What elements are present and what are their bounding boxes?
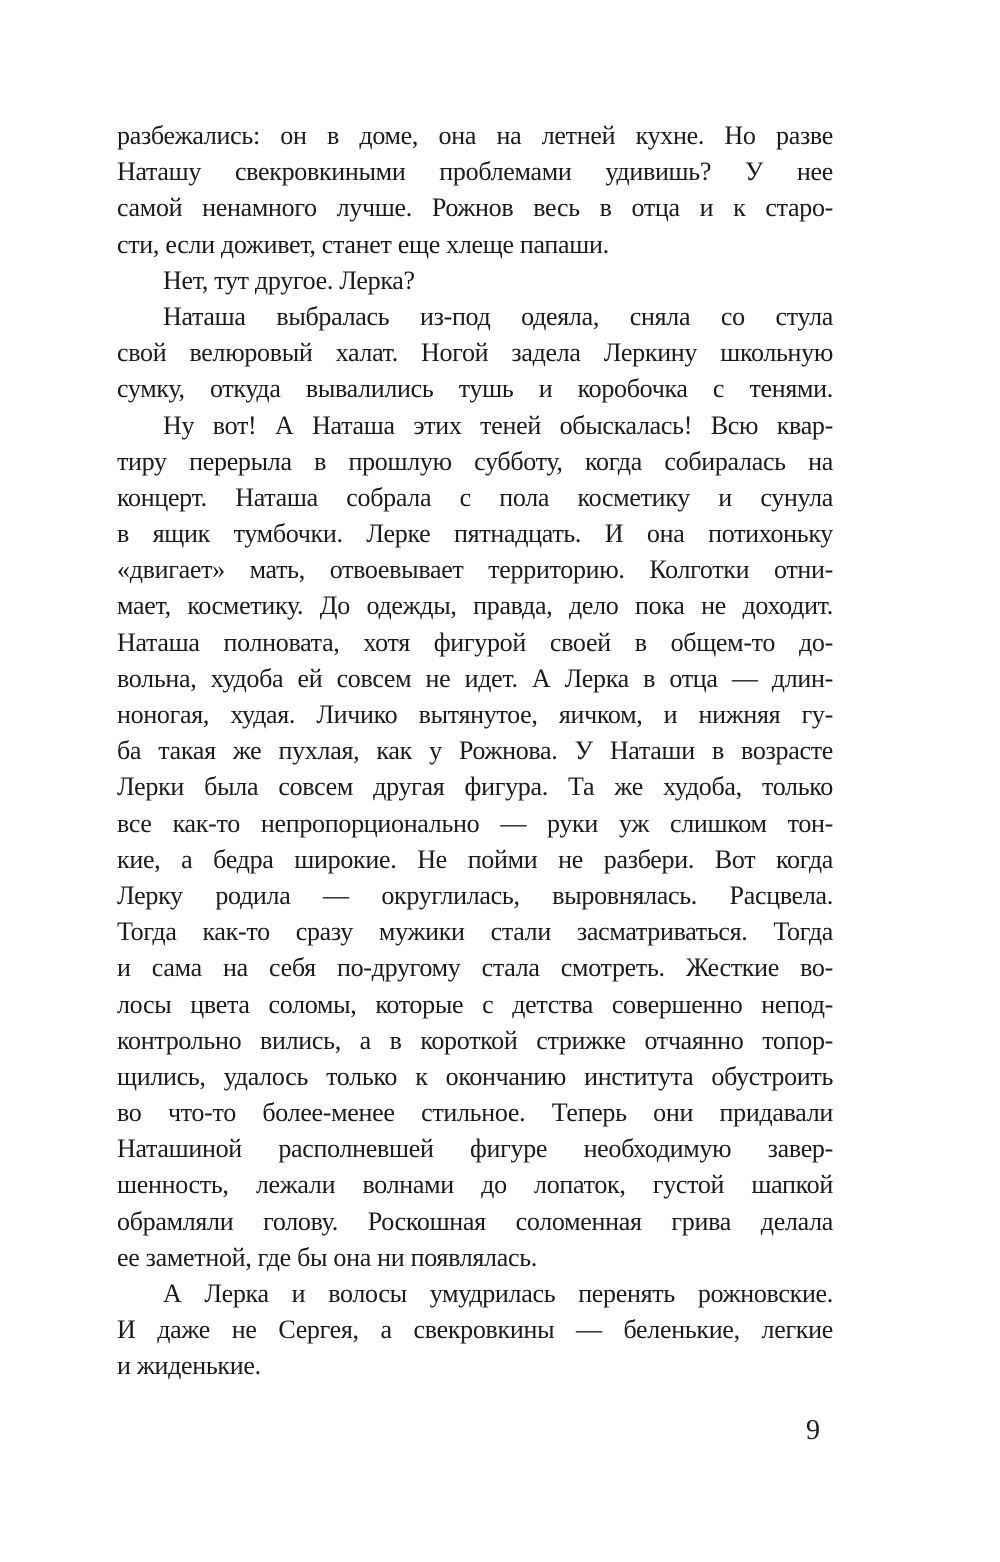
paragraph <box>117 408 833 1277</box>
text-line: все как-то непропорционально — руки уж слишком тон- <box>117 808 833 838</box>
text-line: Наташа полновата, хотя фигурой своей в общем-то до- <box>117 627 833 657</box>
text-line: Лерки была совсем другая фигура. Та же худоба, только <box>117 772 833 802</box>
text-line: ноногая, худая. Личико вытянутое, яичком, и нижняя гу- <box>117 700 833 729</box>
text-line: Наташу свекровкиными проблемами удивишь? У нее <box>117 157 833 187</box>
text-line: И даже не Сергея, а свекровкины — беленькие, легкие <box>117 1315 833 1345</box>
text-line: Нет, тут другое. Лерка? <box>163 265 415 295</box>
text-line: контрольно вились, а в короткой стрижке отчаянно топор- <box>117 1025 833 1055</box>
text-line: в ящик тумбочки. Лерке пятнадцать. И она потихоньку <box>117 519 833 549</box>
text-line: и сама на себя по-другому стала смотреть. Жесткие во- <box>117 953 833 983</box>
text-line: ее заметной, где бы она ни появлялась. <box>117 1242 537 1272</box>
text-line: Наташиной располневшей фигуре необходимую завер- <box>117 1134 833 1164</box>
text-line: «двигает» мать, отвоевывает территорию. Колготки отни- <box>117 555 833 585</box>
text-line: разбежались: он в доме, она на летней кухне. Но разве <box>117 121 833 150</box>
text-line: Ну вот! А Наташа этих теней обыскалась! Всю квар- <box>163 410 833 440</box>
text-line: свой велюровый халат. Ногой задела Леркину школьную <box>117 338 833 368</box>
text-line: концерт. Наташа собрала с пола косметику и сунула <box>117 482 833 512</box>
paragraph <box>117 118 833 263</box>
text-line: сумку, откуда вывалились тушь и коробочка с тенями. <box>117 374 833 404</box>
text-line: мает, косметику. До одежды, правда, дело пока не доходит. <box>117 591 833 621</box>
text-line: сти, если доживет, станет еще хлеще папаши. <box>117 229 609 259</box>
text-line: лосы цвета соломы, которые с детства совершенно непод- <box>117 989 833 1019</box>
text-line: Лерку родила — округлилась, выровнялась. Расцвела. <box>117 880 833 910</box>
text-line: тиру перерыла в прошлую субботу, когда собиралась на <box>117 446 833 476</box>
page-number: 9 <box>806 1415 820 1446</box>
text-line: А Лерка и волосы умудрилась перенять рожновские. <box>163 1279 833 1308</box>
text-line: ба такая же пухлая, как у Рожнова. У Наташи в возрасте <box>117 736 833 766</box>
text-line: во что-то более-менее стильное. Теперь они придавали <box>117 1098 833 1128</box>
text-line: щились, удалось только к окончанию института обустроить <box>117 1061 833 1091</box>
text-line: Наташа выбралась из-под одеяла, сняла со стула <box>163 301 833 331</box>
text-line: шенность, лежали волнами до лопаток, густой шапкой <box>117 1170 833 1200</box>
paragraph <box>117 263 833 299</box>
paragraph <box>117 299 833 408</box>
text-line: Тогда как-то сразу мужики стали засматриваться. Тогда <box>117 917 833 947</box>
paragraph <box>117 1276 833 1385</box>
text-line: самой ненамного лучше. Рожнов весь в отца и к старо- <box>117 193 833 223</box>
text-line: и жиденькие. <box>117 1351 261 1381</box>
page-text <box>117 118 833 1385</box>
text-line: кие, а бедра широкие. Не пойми не разбери. Вот когда <box>117 844 833 874</box>
text-line: обрамляли голову. Роскошная соломенная грива делала <box>117 1206 833 1236</box>
text-line: вольна, худоба ей совсем не идет. А Лерка в отца — длин- <box>117 663 833 693</box>
